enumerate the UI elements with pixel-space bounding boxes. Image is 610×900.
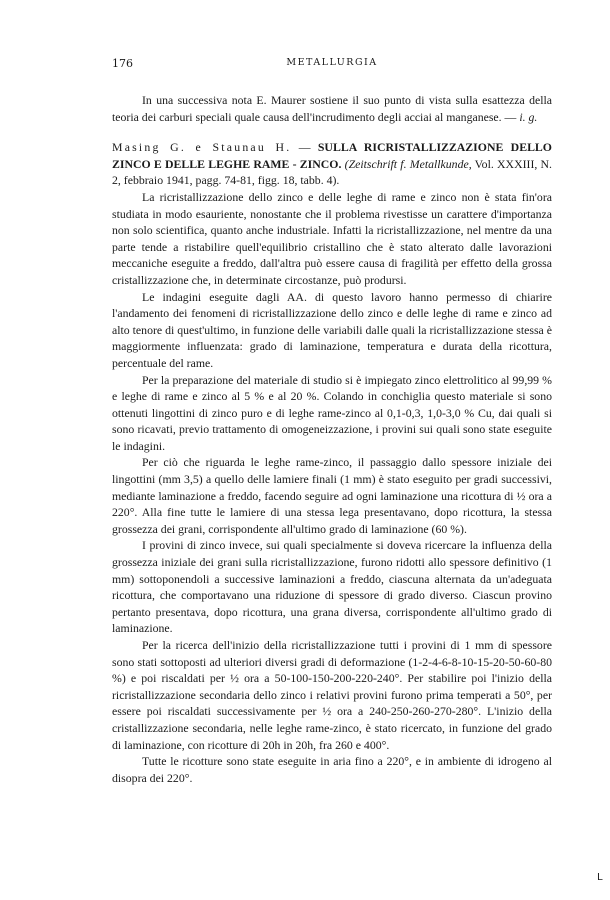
paragraph: Tutte le ricotture sono state eseguite in aria fino a 220°, e in ambiente di idrogeno al disopra dei 220°.: [112, 754, 552, 785]
page-number: 176: [112, 57, 133, 70]
corner-mark: L: [597, 872, 603, 883]
paragraph: Per la ricerca dell'inizio della ricristallizzazione tutti i provini di 1 mm di spessore sono stati sottoposti ad ulteriori diversi gradi di deformazione (1-2-4-6-8-10-15-20-50-60-80 %) e poi riscaldati per ½ ora a 50-100-150-200-220-240°. Per stabilire poi l'inizio della ricristallizzazione secondaria dello zinco i relativi provini furono prima temperati a 50°, per essere poi riscaldati successivamente per ½ ora a 240-250-260-270-280°. L'inizio della cristallizzazione secondaria, nelle leghe rame-zinco, è stato ricercato, in funzione del grado di laminazione, con ricotture di 20h in 20h, fra 260 e 400°.: [112, 638, 552, 752]
page-header: [112, 57, 552, 73]
paragraph: I provini di zinco invece, sui quali specialmente si doveva ricercare la influenza della grossezza iniziale dei grani sulla ricristallizzazione, furono ridotti allo spessore definitivo (1 mm) sottoponendoli a successive laminazioni a freddo, ciascuna alternata da un'adeguata ricottura, che comportavano una riduzione di spessore di grado diverso. Ciascun provino pertanto presentava, dopo ricottura, una grana diversa, corrispondente all'ultimo grado di laminazione.: [112, 538, 552, 636]
review-citation: Vol. XXXIII, N. 2, febbraio 1941, pagg. 74-81, figg. 18, tabb. 4).: [112, 156, 553, 188]
paragraph: La ricristallizzazione dello zinco e delle leghe di rame e zinco non è stata fin'ora studiata in modo esauriente, nonostante che il problema rivestisse un carattere d'importanza non solo scientifica, quanto anche industriale. Infatti la ricristallizzazione, nel mentre da una parte tende a ristabilire quell'equilibrio cristallino che è stato alterato dalle lavorazioni meccaniche eseguite a freddo, dall'altra può essere causa di fragilità per effetto della grossa cristallizzazione che, in determinate circostanze, può prodursi.: [112, 189, 552, 287]
page-body: [112, 92, 552, 786]
paragraph: Per ciò che riguarda le leghe rame-zinco, il passaggio dallo spessore iniziale dei lingottini (mm 3,5) a quello delle lamiere finali (1 mm) è stato eseguito per gradi successivi, mediante laminazione a freddo, facendo seguire ad ogni laminazione una ricottura di ½ ora a 220°. Alla fine tutte le lamiere di una stessa lega presentavano, dopo ricottura, la stessa grossezza dei grani, corrispondente all'ultimo grado di laminazione (60 %).: [112, 455, 552, 536]
previous-review-ending: [112, 92, 552, 125]
running-title: METALLURGIA: [286, 57, 378, 68]
review-dash: —: [291, 140, 318, 155]
review-authors: Masing G. e Staunau H.: [112, 140, 292, 155]
review-journal: (Zeitschrift f. Metallkunde,: [344, 156, 472, 171]
previous-review-text: In una successiva nota E. Maurer sostiene il suo punto di vista sulla esattezza della teoria dei carburi speciali quale causa dell'incrudimento degli acciai al manganese. —: [112, 93, 552, 124]
paragraph: Le indagini eseguite dagli AA. di questo lavoro hanno permesso di chiarire l'andamento dei fenomeni di ricristallizzazione dello zinco e delle leghe di rame e zinco ad alto tenore di quest'ultimo, in funzione delle variabili dalle quali la ricristallizzazione stessa è maggiormente influenzata: grado di laminazione, temperatura e durata della ricottura, percentuale del rame.: [112, 289, 552, 370]
review-title: SULLA RICRISTALLIZZAZIONE DELLO ZINCO E DELLE LEGHE RAME - ZINCO.: [112, 140, 552, 171]
paragraph: Per la preparazione del materiale di studio si è impiegato zinco elettrolitico al 99,99 % e leghe di rame e zinco al 5 % e al 20 %. Colando in conchiglia questo materiale si sono ottenuti lingottini di zinco puro e di leghe rame-zinco al 0,1-0,3, 1,0-3,0 % Cu, dai quali si sono ricavati, previo trattamento di omogeneizzazione, i provini sui quali sono state eseguite le indagini.: [112, 372, 552, 453]
review-heading: [112, 139, 552, 189]
reviewer-signature: i. g.: [519, 109, 538, 124]
